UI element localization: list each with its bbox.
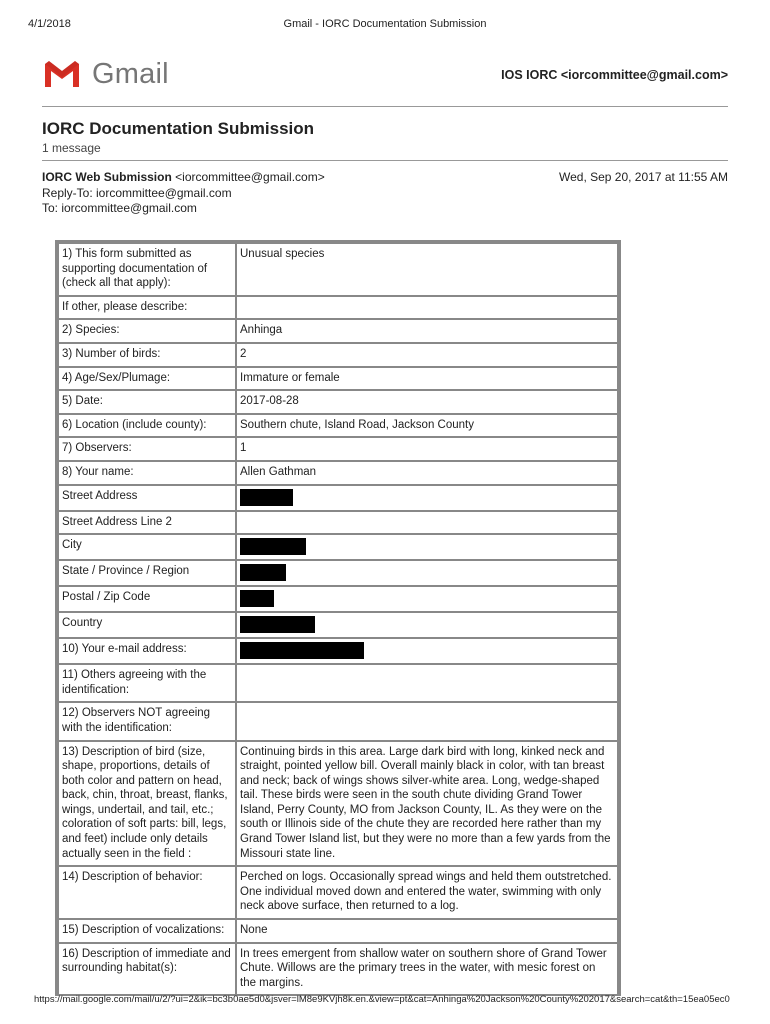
form-question: 8) Your name: [58,461,236,485]
redaction-block [240,616,315,633]
form-row [58,866,618,919]
form-answer [236,586,618,612]
thread-subject: IORC Documentation Submission [42,119,315,138]
form-answer: Perched on logs. Occasionally spread wings and held them outstretched. One individual moved down and entered the water, swimming with only neck above surface, then returned to a log. [236,866,618,919]
form-row [58,612,618,638]
form-question: 11) Others agreeing with the identification: [58,664,236,702]
form-row [58,741,618,867]
form-row [58,367,618,391]
gmail-logo [42,58,172,92]
form-question: 14) Description of behavior: [58,866,236,919]
form-row [58,437,618,461]
form-answer [236,511,618,535]
form-answer [236,296,618,320]
form-answer: None [236,919,618,943]
form-question: 13) Description of bird (size, shape, proportions, details of both color and pattern on head, back, chin, throat, breast, flanks, wings, undertail, and tail, etc.; coloration of soft parts: bill, legs, and feet) include only details actually seen in the field : [58,741,236,867]
form-answer: 2 [236,343,618,367]
message-header [42,170,325,217]
form-question: 2) Species: [58,319,236,343]
sender-name: IORC Web Submission [42,170,172,184]
redaction-block [240,489,293,506]
form-row [58,919,618,943]
form-row [58,560,618,586]
form-row [58,343,618,367]
form-row [58,319,618,343]
form-row [58,943,618,996]
message-count: 1 message [42,141,101,155]
sender [42,170,325,186]
form-row [58,414,618,438]
sender-email: <iorcommittee@gmail.com> [175,170,325,184]
form-row [58,485,618,511]
form-question: Postal / Zip Code [58,586,236,612]
form-question: 3) Number of birds: [58,343,236,367]
reply-to: Reply-To: iorcommittee@gmail.com [42,185,232,200]
form-question: 12) Observers NOT agreeing with the identification: [58,702,236,740]
form-question: 16) Description of immediate and surrounding habitat(s): [58,943,236,996]
form-answer: 1 [236,437,618,461]
form-question: Street Address [58,485,236,511]
redaction-block [240,642,364,659]
divider [42,160,728,161]
form-answer: Continuing birds in this area. Large dark bird with long, kinked neck and straight, pointed yellow bill. Overall mainly black in color, with tan breast and neck; back of wings shows silver-white area. Long, wedge-shaped tail. These birds were seen in the south chute dividing Grand Tower Island, Perry County, MO from Jackson County, IL. As they were on the south or Illinois side of the chute they are recorded here rather than my Grand Tower Island list, but they were no more than a few yards from the Missouri state line. [236,741,618,867]
divider [42,106,728,107]
form-answer: Immature or female [236,367,618,391]
form-answer: In trees emergent from shallow water on southern shore of Grand Tower Chute. Willows are the primary trees in the water, with mesic forest on the margins. [236,943,618,996]
form-answer: Allen Gathman [236,461,618,485]
form-row [58,243,618,296]
print-header [0,18,770,32]
form-question: Street Address Line 2 [58,511,236,535]
form-answer [236,638,618,664]
account-email: IOS IORC <iorcommittee@gmail.com> [501,68,728,82]
submission-form [55,240,621,996]
form-table [55,240,621,996]
gmail-m-icon [42,58,82,88]
form-question: Country [58,612,236,638]
recipient: To: iorcommittee@gmail.com [42,201,197,215]
form-question: 5) Date: [58,390,236,414]
form-question: 7) Observers: [58,437,236,461]
redaction-block [240,590,274,607]
footer-url: https://mail.google.com/mail/u/2/?ui=2&ik=bc3b0ae5d0&jsver=lM8e9KVjh8k.en.&view=pt&cat=Anhinga%20Jackson%20County%202017&search=cat&th=15ea05ec0 [34,994,730,1005]
gmail-wordmark: Gmail [92,58,169,90]
form-question: 1) This form submitted as supporting documentation of (check all that apply): [58,243,236,296]
redaction-block [240,538,306,555]
form-answer [236,664,618,702]
form-row [58,702,618,740]
form-answer: Southern chute, Island Road, Jackson County [236,414,618,438]
form-row [58,638,618,664]
form-answer [236,702,618,740]
form-answer: Anhinga [236,319,618,343]
form-question: City [58,534,236,560]
form-answer: 2017-08-28 [236,390,618,414]
form-question: State / Province / Region [58,560,236,586]
form-row [58,390,618,414]
print-date: 4/1/2018 [28,18,71,30]
form-question: 15) Description of vocalizations: [58,919,236,943]
form-row [58,664,618,702]
form-row [58,296,618,320]
form-row [58,586,618,612]
form-answer [236,534,618,560]
form-row [58,511,618,535]
redaction-block [240,564,286,581]
form-question: If other, please describe: [58,296,236,320]
form-row [58,461,618,485]
form-answer: Unusual species [236,243,618,296]
message-date: Wed, Sep 20, 2017 at 11:55 AM [558,170,728,184]
form-row [58,534,618,560]
form-question: 6) Location (include county): [58,414,236,438]
form-question: 10) Your e-mail address: [58,638,236,664]
form-answer [236,485,618,511]
form-answer [236,560,618,586]
print-title: Gmail - IORC Documentation Submission [283,18,487,30]
form-answer [236,612,618,638]
form-question: 4) Age/Sex/Plumage: [58,367,236,391]
